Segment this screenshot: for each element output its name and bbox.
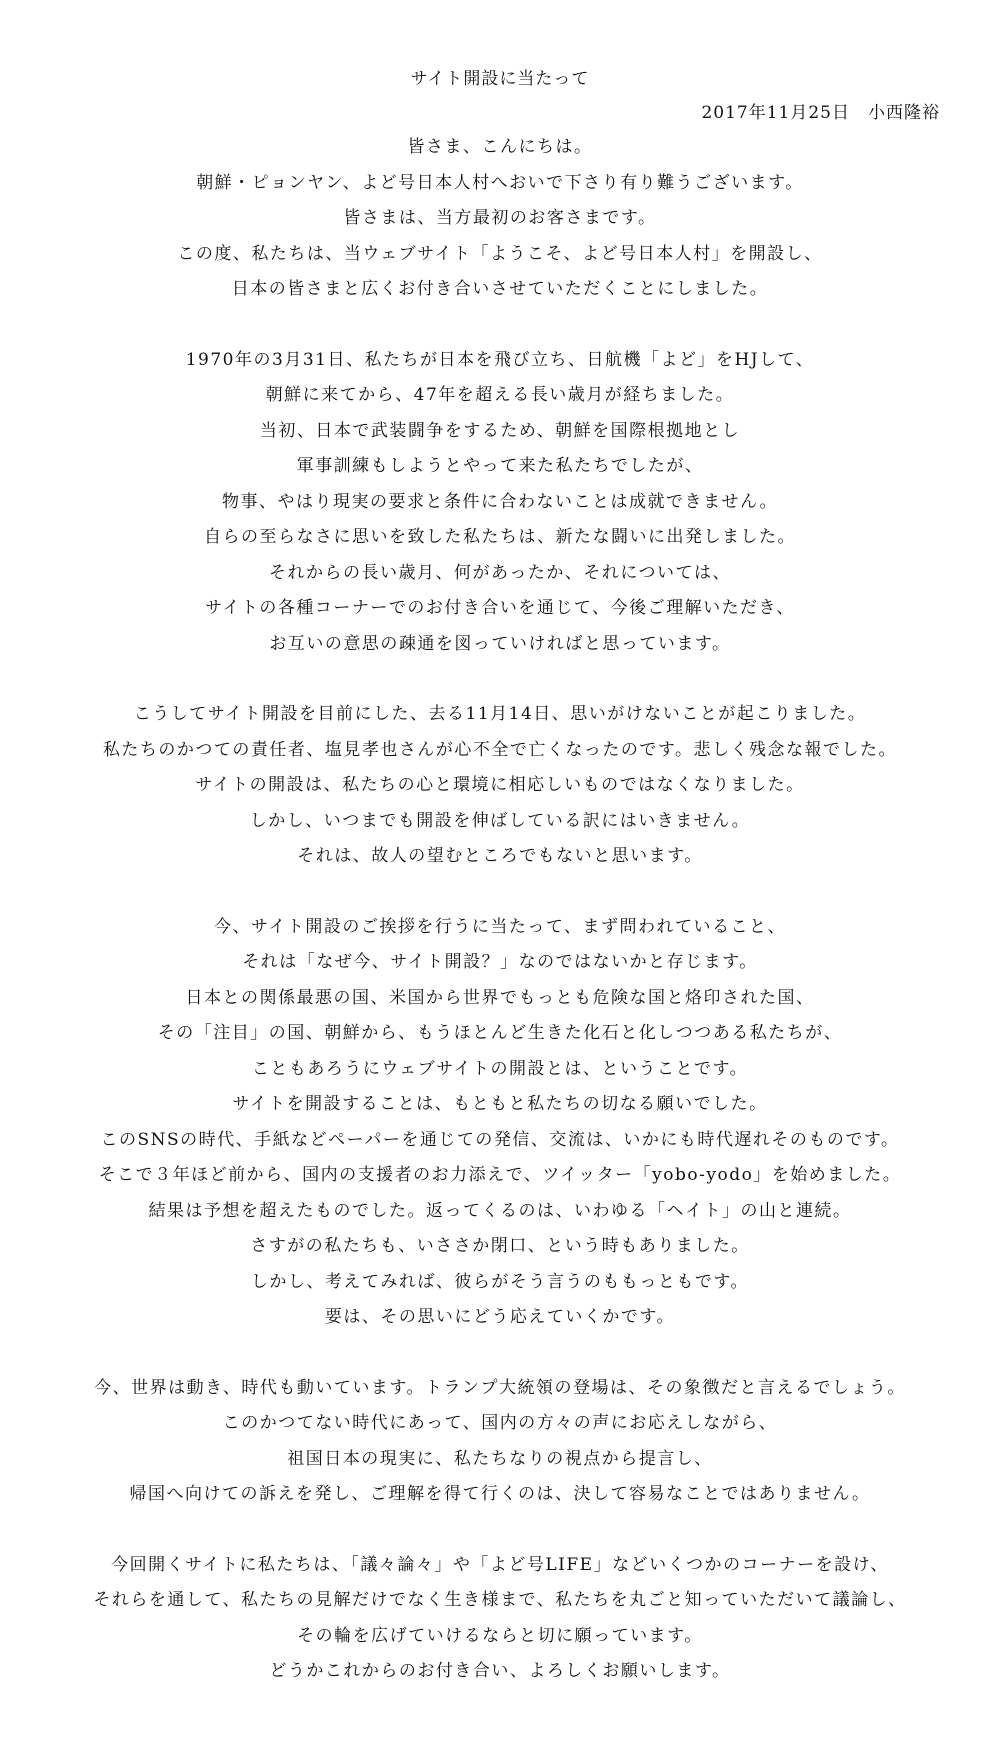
paragraph-line: 朝鮮に来てから、47年を超える長い歳月が経ちました。 <box>265 385 735 405</box>
paragraph-line: それは、故人の望むところでもないと思います。 <box>297 846 703 866</box>
paragraph-line: 日本の皆さまと広くお付き合いさせていただくことにしました。 <box>231 279 769 299</box>
document-title: サイト開設に当たって <box>410 69 590 89</box>
paragraph <box>0 1371 1000 1513</box>
paragraph-line: どうかこれからのお付き合い、よろしくお願いします。 <box>269 1661 731 1681</box>
document <box>0 62 1000 1725</box>
paragraph <box>0 130 1000 308</box>
paragraph-line: 今、世界は動き、時代も動いています。トランプ大統領の登場は、その象徴だと言えるでしょう。 <box>94 1377 906 1398</box>
paragraph-line: それからの長い歳月、何があったか、それについては、 <box>269 562 731 583</box>
paragraph-line: しかし、考えてみれば、彼らがそう言うのももっともです。 <box>250 1271 750 1292</box>
paragraph-line: 皆さまは、当方最初のお客さまです。 <box>343 208 657 228</box>
paragraph <box>0 1548 1000 1690</box>
paragraph-line: サイトの各種コーナーでのお付き合いを通じて、今後ご理解いただき、 <box>205 598 795 618</box>
paragraph-line: それらを通して、私たちの見解だけでなく生き様まで、私たちを丸ごと知っていただいて議論し、 <box>93 1590 907 1610</box>
paragraph-line: このSNSの時代、手紙などペーパーを通じての発信、交流は、いかにも時代遅れそのものです。 <box>100 1129 900 1150</box>
dateline-author: 2017年11月25日 小西隆裕 <box>701 103 940 123</box>
paragraph-line: 1970年の3月31日、私たちが日本を飛び立ち、日航機「よど」をHJして、 <box>185 349 815 370</box>
paragraph-line: この度、私たちは、当ウェブサイト「ようこそ、よど号日本人村」を開設し、 <box>177 243 823 264</box>
paragraph-line: 物事、やはり現実の要求と条件に合わないことは成就できません。 <box>221 491 779 512</box>
paragraph-line: こともあろうにウェブサイトの開設とは、ということです。 <box>251 1058 749 1079</box>
paragraph-line: 私たちのかつての責任者、塩見孝也さんが心不全で亡くなったのです。悲しく残念な報でした。 <box>102 739 898 760</box>
paragraph-line: その輪を広げていけるならと切に願っています。 <box>297 1625 703 1646</box>
paragraph-line: こうしてサイト開設を目前にした、去る11月14日、思いがけないことが起こりました。 <box>133 704 867 724</box>
paragraph <box>0 910 1000 1336</box>
paragraph-line: それは「なぜ今、サイト開設？」なのではないかと存じます。 <box>242 952 758 972</box>
paragraph-line: サイトを開設することは、もともと私たちの切なる願いでした。 <box>232 1094 768 1114</box>
paragraph-line: 自らの至らなさに思いを致した私たちは、新たな闘いに出発しました。 <box>204 527 796 547</box>
paragraph-line: お互いの意思の疎通を図っていければと思っています。 <box>269 633 731 654</box>
paragraph-line: 要は、その思いにどう応えていくかです。 <box>324 1307 676 1327</box>
paragraph-line: 当初、日本で武装闘争をするため、朝鮮を国際根拠地とし <box>259 420 741 441</box>
document-body <box>0 130 1000 1690</box>
paragraph-line: しかし、いつまでも開設を伸ばしている訳にはいきません。 <box>249 810 751 831</box>
paragraph-line: 帰国へ向けての訴えを発し、ご理解を得て行くのは、決して容易なことではありません。 <box>129 1484 871 1504</box>
paragraph-line: 軍事訓練もしようとやって来た私たちでしたが、 <box>296 456 704 476</box>
paragraph-line: さすがの私たちも、いささか閉口、という時もありました。 <box>250 1236 750 1256</box>
paragraph-line: そこで３年ほど前から、国内の支援者のお力添えで、ツイッター「yobo-yodo」を始めました。 <box>98 1165 902 1185</box>
paragraph <box>0 343 1000 663</box>
paragraph-line: サイトの開設は、私たちの心と環境に相応しいものではなくなりました。 <box>195 775 805 795</box>
paragraph-line: 結果は予想を超えたものでした。返ってくるのは、いわゆる「ヘイト」の山と連続。 <box>148 1200 852 1221</box>
paragraph-line: その「注目」の国、朝鮮から、もうほとんど生きた化石と化しつつある私たちが、 <box>157 1023 843 1043</box>
paragraph-line: 祖国日本の現実に、私たちなりの視点から提言し、 <box>287 1448 713 1469</box>
paragraph-line: 今、サイト開設のご挨拶を行うに当たって、まず問われていること、 <box>214 916 786 937</box>
paragraph <box>0 697 1000 875</box>
paragraph-line: 日本との関係最悪の国、米国から世界でもっとも危険な国と烙印された国、 <box>185 987 815 1008</box>
paragraph-line: このかつてない時代にあって、国内の方々の声にお応えしながら、 <box>222 1413 778 1433</box>
paragraph-line: 皆さま、こんにちは。 <box>407 137 593 157</box>
paragraph-line: 朝鮮・ピョンヤン、よど号日本人村へおいで下さり有り難うございます。 <box>196 172 804 193</box>
paragraph-line: 今回開くサイトに私たちは、「議々論々」や「よど号LIFE」などいくつかのコーナーを設け、 <box>111 1554 889 1575</box>
